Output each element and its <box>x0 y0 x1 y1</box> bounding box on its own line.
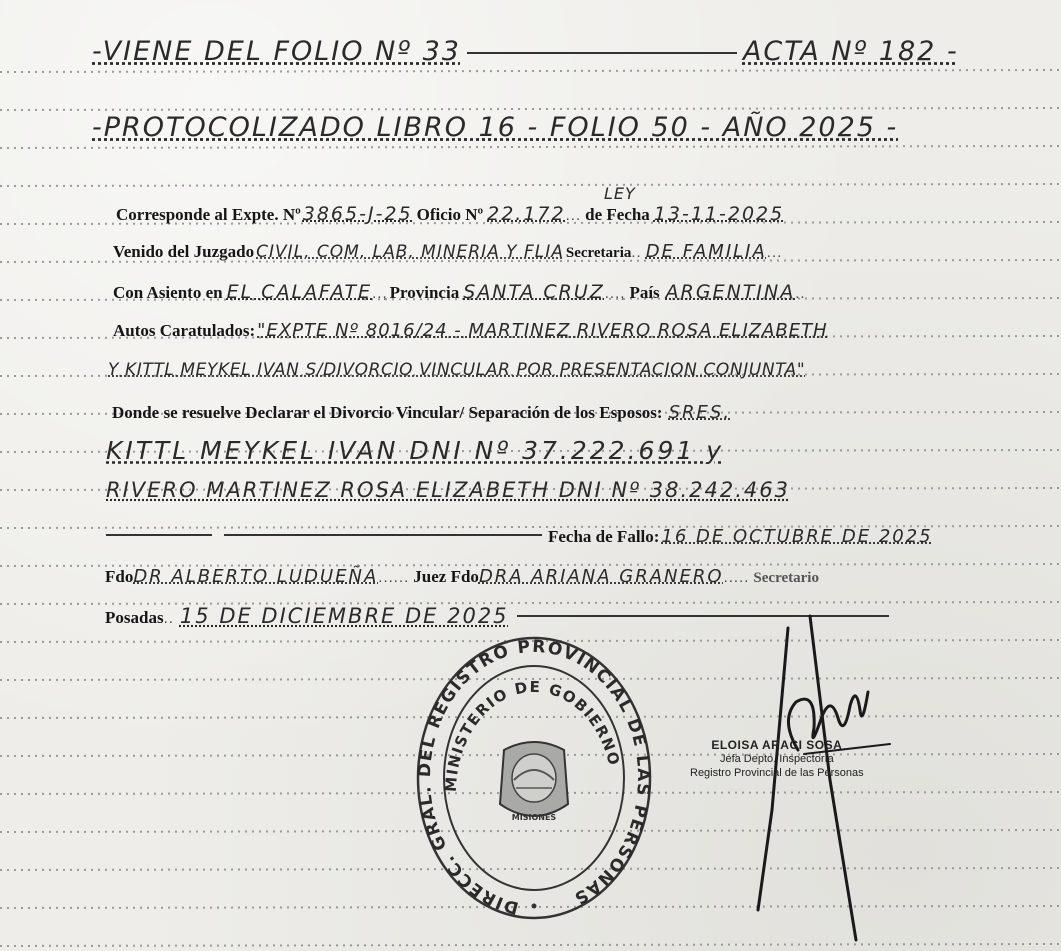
fdo-value: DR ALBERTO LUDUEÑA <box>133 566 379 587</box>
autos-row-2 <box>108 360 805 380</box>
fdo-label: Fdo <box>105 567 134 586</box>
posadas-label: Posadas <box>105 608 164 627</box>
folio-dash <box>467 52 737 54</box>
coat-of-arms-icon <box>500 742 568 816</box>
expte-row: Corresponde al Expte. Nº 3865-J-25 Oficio Nº 22.172 ... de Fecha 13-11-2025 <box>116 203 785 225</box>
secretario-label: Secretario <box>753 570 819 586</box>
official-stamp <box>414 632 654 924</box>
juez-value: DRA ARIANA GRANERO <box>478 566 724 587</box>
protocolizado-text: -PROTOCOLIZADO LIBRO 16 - FOLIO 50 - AÑO 2025 - <box>92 112 899 143</box>
stamp-inner-text: MINISTERIO DE GOBIERNO <box>441 677 624 793</box>
firmas-row: Fdo DR ALBERTO LUDUEÑA ...... Juez Fdo DRA ARIANA GRANERO ..... Secretario <box>105 566 819 587</box>
autos-label: Autos Caratulados: <box>113 321 256 340</box>
protocolizado-line <box>92 112 898 143</box>
juzgado-row: Venido del Juzgado CIVIL, COM, LAB, MINERIA Y FLIA Secretaria .. DE FAMILIA ... <box>113 241 783 262</box>
handwritten-signature <box>740 610 960 950</box>
stamp-outer-text: DIRECC. GRAL. DEL REGISTRO PROVINCIAL DE LAS PERSONAS <box>414 636 654 918</box>
secretaria-label: Secretaria <box>565 245 632 261</box>
acta-text: ACTA Nº 182 - <box>742 36 959 67</box>
posadas-row: Posadas .. 15 DE DICIEMBRE DE 2025 <box>105 604 895 628</box>
asiento-value: EL CALAFATE <box>226 281 373 303</box>
posadas-value: 15 DE DICIEMBRE DE 2025 <box>179 604 509 628</box>
signatory-title: Jefa Depto. Inspectoría <box>719 753 834 765</box>
resuelve-label: Donde se resuelve Declarar el Divorcio Vincular/ Separación de los Esposos: <box>112 403 663 422</box>
fallo-dash-2 <box>224 534 542 536</box>
esposo-2: RIVERO MARTINEZ ROSA ELIZABETH DNI Nº 38.242.463 <box>106 478 790 502</box>
pais-value: ARGENTINA <box>665 281 796 303</box>
esposo-row-2 <box>106 478 790 502</box>
autos-value-1: "EXPTE Nº 8016/24 - MARTINEZ RIVERO ROSA ELIZABETH <box>257 320 828 341</box>
juzgado-label: Venido del Juzgado <box>113 242 255 261</box>
provincia-label: Provincia <box>389 283 460 302</box>
fallo-row <box>106 526 933 547</box>
oficio-label: Oficio Nº <box>416 205 484 224</box>
provincia-value: SANTA CRUZ <box>463 281 605 303</box>
pais-label: País <box>629 283 660 302</box>
folio-line <box>92 36 959 67</box>
signature-block <box>690 738 864 780</box>
autos-row <box>113 320 828 341</box>
fecha-value: 13-11-2025 <box>653 203 785 225</box>
resuelve-value-0: SRES. <box>668 402 732 423</box>
fecha-label: de Fecha <box>585 205 650 224</box>
autos-value-2: Y KITTL MEYKEL IVAN S/DIVORCIO VINCULAR POR PRESENTACION CONJUNTA" <box>108 360 806 380</box>
folio-text: -VIENE DEL FOLIO Nº 33 <box>92 36 461 67</box>
stamp-dot <box>532 904 537 909</box>
stamp-center-text: MISIONES <box>511 813 557 822</box>
fallo-dash-1 <box>106 534 212 536</box>
expte-value: 3865-J-25 <box>302 203 413 225</box>
esposo-row-1 <box>106 436 724 465</box>
juzgado-value: CIVIL, COM, LAB, MINERIA Y FLIA <box>256 242 564 262</box>
resuelve-row <box>112 402 731 423</box>
fallo-label: Fecha de Fallo: <box>548 527 660 546</box>
expte-label: Corresponde al Expte. Nº <box>116 205 301 224</box>
signatory-office: Registro Provincial de las Personas <box>690 767 864 779</box>
secretaria-value: DE FAMILIA <box>645 241 767 262</box>
esposo-1: KITTL MEYKEL IVAN DNI Nº 37.222.691 y <box>106 436 724 465</box>
oficio-value: 22.172 <box>487 203 566 225</box>
fallo-value: 16 DE OCTUBRE DE 2025 <box>661 526 933 547</box>
asiento-label: Con Asiento en <box>113 283 223 302</box>
asiento-row: Con Asiento en EL CALAFATE .., Provincia SANTA CRUZ ..., País ARGENTINA .. <box>113 281 806 303</box>
juez-label: Juez Fdo <box>413 567 479 586</box>
signatory-name: ELOISA ARACI SOSA <box>711 738 843 752</box>
ley-mark: LEY <box>604 184 636 203</box>
